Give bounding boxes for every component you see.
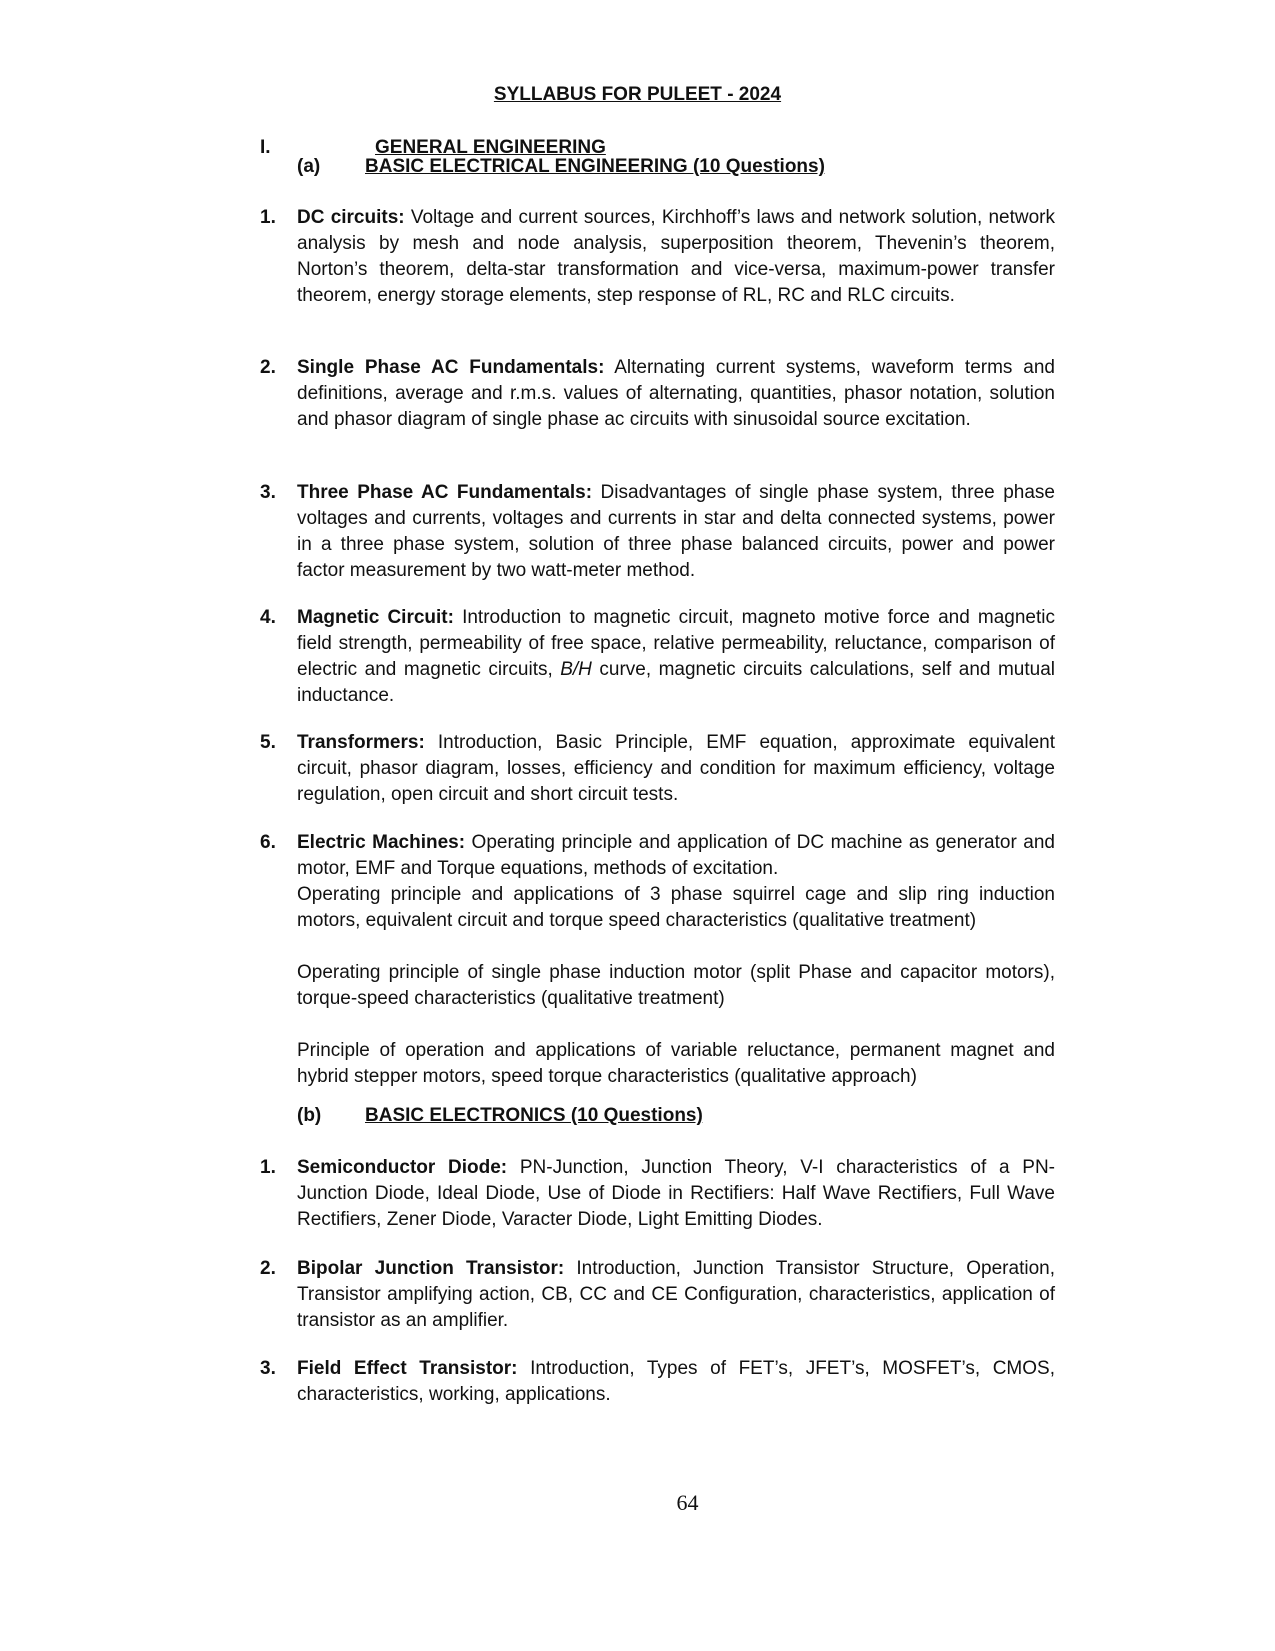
item-term: Field Effect Transistor: (297, 1358, 518, 1379)
item-text: Introduction to magnetic circuit, magneto motive force and magnetic field strength, permeability of free space, relative permeability, reluctance, comparison of electric and magnetic circuits, (297, 607, 1056, 680)
item-paragraph: Operating principle and applications of 3 phase squirrel cage and slip ring induction motors, equivalent circuit and torque speed characteristics (qualitative treatment) (297, 884, 1055, 931)
list-item-transformers (260, 730, 1055, 808)
item-number: 3. (260, 482, 276, 503)
item-text: Voltage and current sources, Kirchhoff’s laws and network solution, network analysis by mesh and node analysis, superposition theorem, Thevenin’s theorem, Norton’s theorem, delta-star transformation and vice-versa, maximum-power transfer theorem, energy storage elements, step response of RL, RC and RLC circuits. (297, 207, 1055, 306)
subsection-a-letter: (a) (297, 156, 321, 177)
subsection-b-letter: (b) (297, 1105, 322, 1126)
list-item-single-phase-ac (260, 355, 1055, 433)
item-number: 6. (260, 832, 276, 853)
item-term: Single Phase AC Fundamentals: (297, 357, 605, 378)
item-number: 3. (260, 1358, 276, 1379)
list-item-dc-circuits (260, 205, 1055, 309)
section-number: I. (260, 137, 271, 158)
item-term: Semiconductor Diode: (297, 1157, 508, 1178)
item-text: Operating principle and application of DC machine as generator and motor, EMF and Torque equations, methods of excitation. (297, 832, 1055, 879)
item-number: 1. (260, 207, 276, 228)
item-text: Disadvantages of single phase system, three phase voltages and currents, voltages and currents in star and delta connected systems, power in a three phase system, solution of three phase balanced circuits, power and power factor measurement by two watt-meter method. (297, 482, 1055, 581)
subsection-a-title: BASIC ELECTRICAL ENGINEERING (10 Questions) (365, 156, 825, 177)
page-title: SYLLABUS FOR PULEET - 2024 (493, 84, 782, 105)
item-number: 5. (260, 732, 276, 753)
item-term: Magnetic Circuit: (297, 607, 454, 628)
item-text: PN-Junction, Junction Theory, V-I characteristics of a PN-Junction Diode, Ideal Diode, Use of Diode in Rectifiers: Half Wave Rectifiers, Full Wave Rectifiers, Zener Diode, Varacter Diode, Light Emitting Diodes. (297, 1157, 1055, 1230)
item-term: Three Phase AC Fundamentals: (297, 482, 593, 503)
item-text: Introduction, Types of FET’s, JFET’s, MOSFET’s, CMOS, characteristics, working, applications. (297, 1358, 1055, 1405)
list-item-magnetic-circuit (260, 605, 1055, 709)
item-text: Introduction, Junction Transistor Structure, Operation, Transistor amplifying action, CB, CC and CE Configuration, characteristics, application of transistor as an amplifier. (297, 1258, 1055, 1331)
subsection-b-title: BASIC ELECTRONICS (10 Questions) (365, 1105, 703, 1126)
item-term: Bipolar Junction Transistor: (297, 1258, 565, 1279)
item-paragraph: Principle of operation and applications of variable reluctance, permanent magnet and hybrid stepper motors, speed torque characteristics (qualitative approach) (297, 1040, 1055, 1087)
item-text: curve, magnetic circuits calculations, self and mutual inductance. (297, 659, 1055, 706)
list-item-semiconductor-diode (260, 1155, 1055, 1233)
item-number: 1. (260, 1157, 276, 1178)
page-number: 64 (676, 1490, 699, 1515)
item-term: Electric Machines: (297, 832, 466, 853)
item-text-italic: B/H (560, 659, 592, 680)
item-number: 4. (260, 607, 276, 628)
item-text: Introduction, Basic Principle, EMF equation, approximate equivalent circuit, phasor diagram, losses, efficiency and condition for maximum efficiency, voltage regulation, open circuit and short circuit tests. (297, 732, 1055, 805)
list-item-three-phase-ac (260, 480, 1055, 584)
item-term: DC circuits: (297, 207, 405, 228)
list-item-bjt (260, 1256, 1055, 1334)
section-title: GENERAL ENGINEERING (375, 137, 606, 158)
item-number: 2. (260, 1258, 276, 1279)
item-number: 2. (260, 357, 276, 378)
list-item-electric-machines (260, 830, 1055, 1090)
item-paragraph: Operating principle of single phase induction motor (split Phase and capacitor motors), torque-speed characteristics (qualitative treatment) (297, 962, 1055, 1009)
item-term: Transformers: (297, 732, 425, 753)
list-item-fet (260, 1356, 1055, 1408)
item-text: Alternating current systems, waveform terms and definitions, average and r.m.s. values of alternating, quantities, phasor notation, solution and phasor diagram of single phase ac circuits with sinusoidal source excitation. (297, 357, 1055, 430)
